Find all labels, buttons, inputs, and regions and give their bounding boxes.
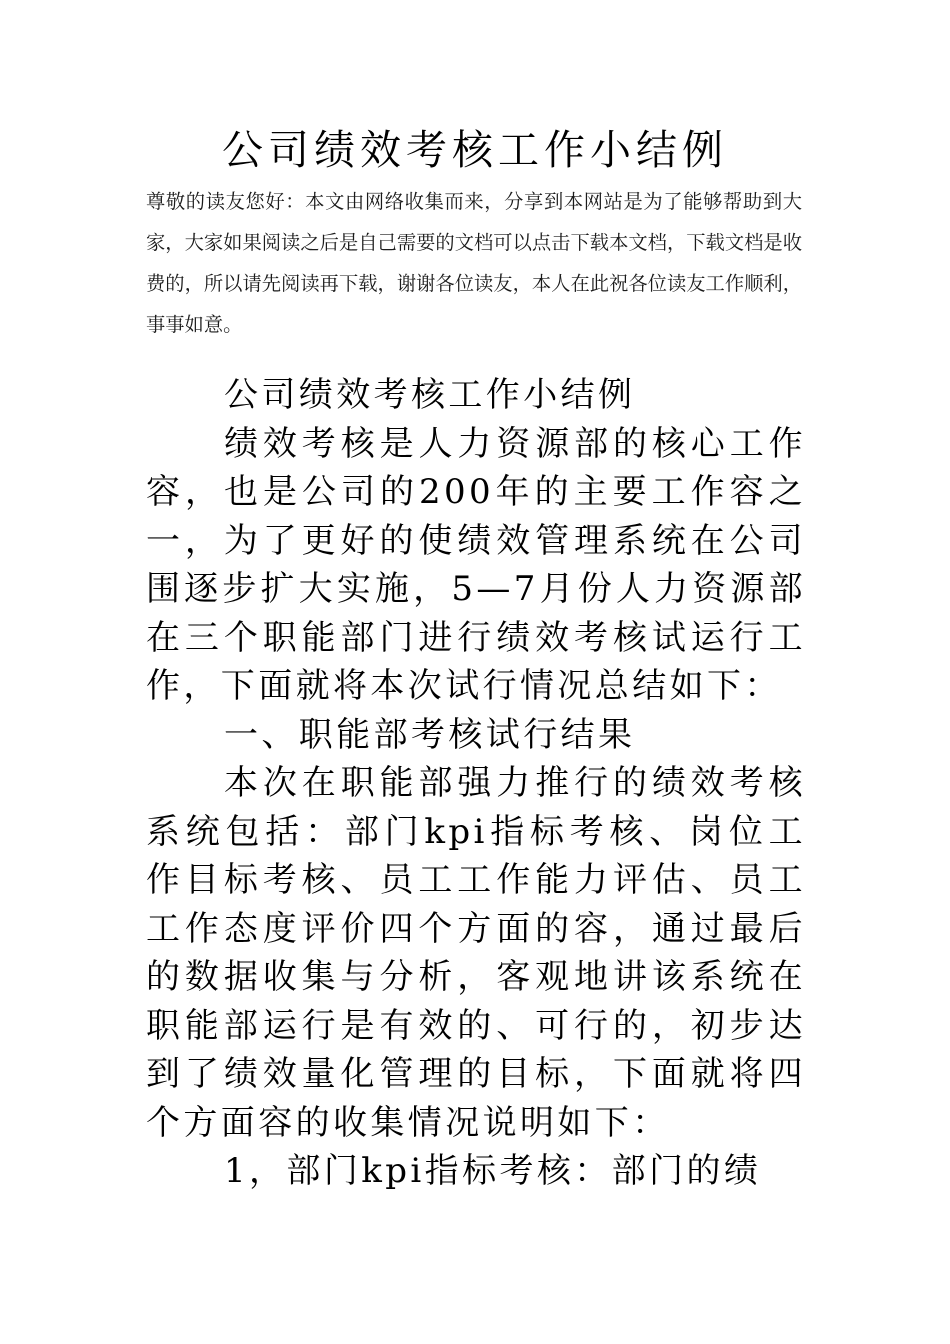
body-paragraph-kpi: 1，部门kpi指标考核：部门的绩 [224,1151,762,1191]
reader-notice: 尊敬的读友您好：本文由网络收集而来，分享到本网站是为了能够帮助到大家，大家如果阅读之后是自己需要的文档可以点击下载本文档，下载文档是收费的，所以请先阅读再下载，谢谢各位读友，本人在此祝各位读友工作顺利，事事如意。 [146,190,802,336]
document-title: 公司绩效考核工作小结例 [222,126,728,174]
body-heading: 公司绩效考核工作小结例 [224,375,636,415]
body-paragraph-intro: 绩效考核是人力资源部的核心工作容，也是公司的200年的主要工作容之一，为了更好的使绩效管理系统在公司围逐步扩大实施，5—7月份人力资源部在三个职能部门进行绩效考核试运行工作，下面就将本次试行情况总结如下： [146,423,806,706]
section-heading-1: 一、职能部考核试行结果 [224,714,636,755]
body-paragraph-results: 本次在职能部强力推行的绩效考核系统包括：部门kpi指标考核、岗位工作目标考核、员工工作能力评估、员工工作态度评价四个方面的容，通过最后的数据收集与分析，客观地讲该系统在职能部运行是有效的、可行的，初步达到了绩效量化管理的目标，下面就将四个方面容的收集情况说明如下： [146,763,806,1143]
document-body [146,371,806,1196]
